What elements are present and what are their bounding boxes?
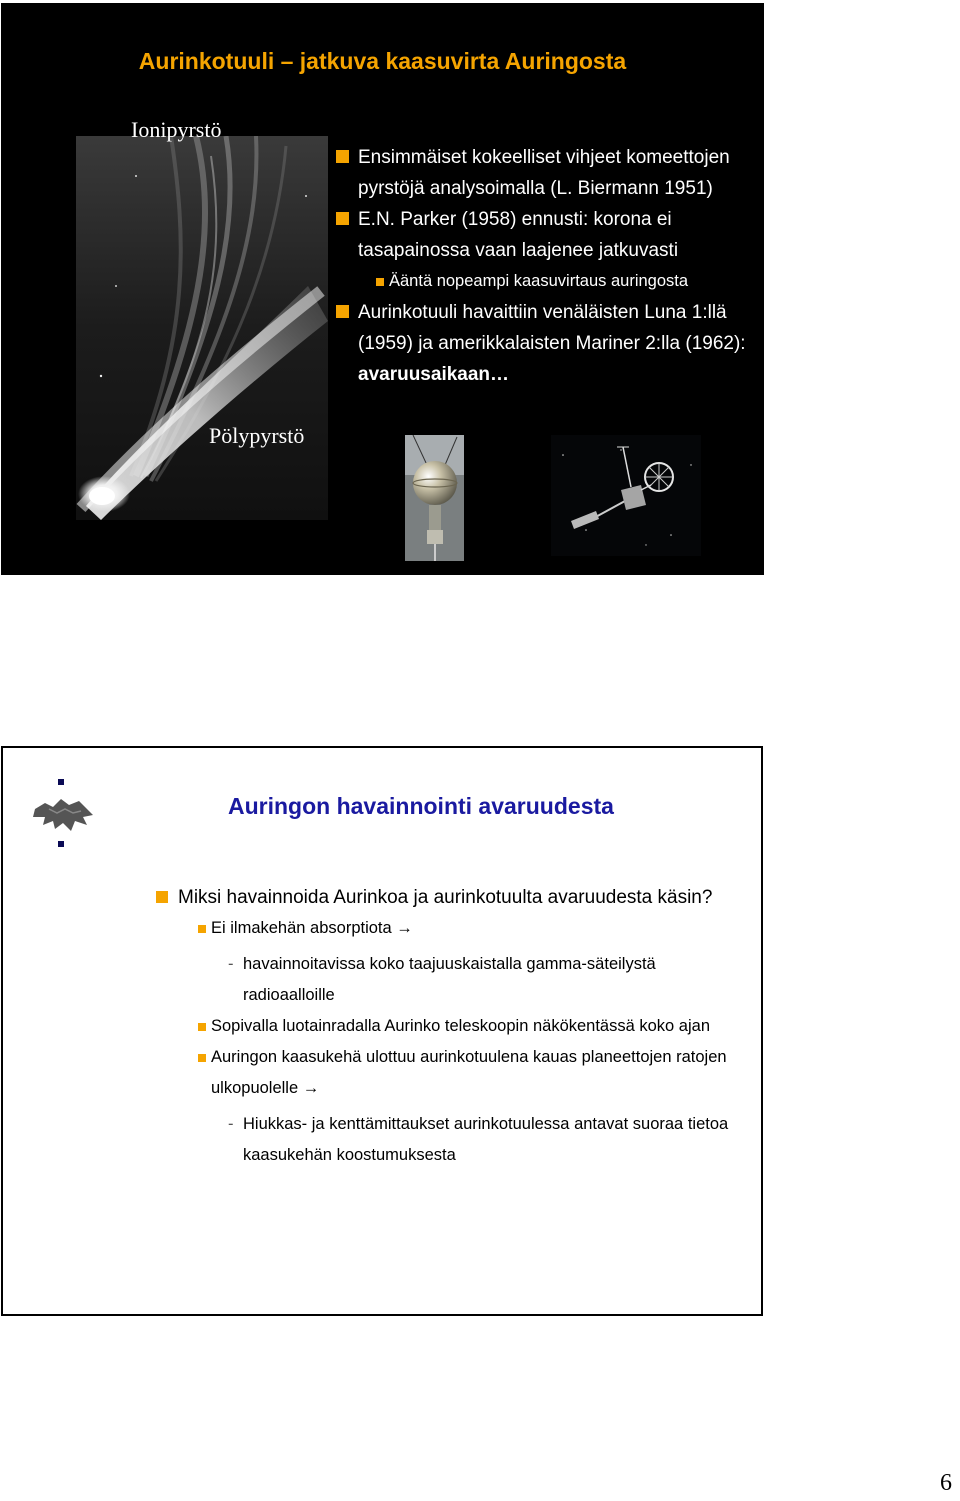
list-subsubitem: - havainnoitavissa koko taajuuskaistalla gamma-säteilystä radioaalloille: [156, 949, 736, 1011]
ion-tail-label: Ionipyrstö: [131, 117, 222, 142]
slide-title: Auringon havainnointi avaruudesta: [228, 793, 614, 819]
dash-bullet-icon: -: [228, 955, 234, 973]
slide2-bullet-list: [156, 882, 736, 1171]
comet-photo: [76, 136, 328, 520]
bullet-square-icon: [336, 212, 349, 225]
list-subitem: Ei ilmakehän absorptiota →: [156, 913, 736, 944]
slide1-bullet-list: [336, 142, 746, 390]
bullet-square-icon: [156, 891, 168, 903]
list-item: Ensimmäiset kokeelliset vihjeet komeettojen pyrstöjä analysoimalla (L. Biermann 1951): [336, 142, 746, 204]
list-subsubitem: - Hiukkas- ja kenttämittaukset aurinkotuulessa antavat suoraa tietoa kaasukehän koostumuksesta: [156, 1109, 736, 1171]
mariner-2-probe-photo: [551, 435, 701, 556]
luna-1-probe-photo: [405, 435, 464, 561]
list-item: E.N. Parker (1958) ennusti: korona ei tasapainossa vaan laajenee jatkuvasti: [336, 204, 746, 266]
page-number: 6: [940, 1470, 952, 1496]
emphasis-text: avaruusaikaan…: [358, 364, 510, 385]
bullet-square-icon: [376, 278, 384, 286]
bullet-square-icon: [198, 925, 206, 933]
dash-bullet-icon: -: [228, 1115, 234, 1133]
bullet-square-icon: [198, 1054, 206, 1062]
slide-title: Aurinkotuuli – jatkuva kaasuvirta Auringosta: [138, 48, 627, 74]
list-subitem: Auringon kaasukehä ulottuu aurinkotuulena kauas planeettojen ratojen ulkopuolelle →: [156, 1042, 736, 1104]
bullet-square-icon: [336, 305, 349, 318]
bullet-square-icon: [198, 1023, 206, 1031]
dust-tail-label: Pölypyrstö: [209, 423, 305, 448]
list-subitem: Ääntä nopeampi kaasuvirtaus auringosta: [336, 266, 746, 297]
list-subitem: Sopivalla luotainradalla Aurinko teleskoopin näkökentässä koko ajan: [156, 1011, 736, 1042]
list-item: Miksi havainnoida Aurinkoa ja aurinkotuulta avaruudesta käsin?: [156, 882, 736, 913]
list-item: Aurinkotuuli havaittiin venäläisten Luna 1:llä (1959) ja amerikkalaisten Mariner 2:lla (1962): avaruusaikaan…: [336, 297, 746, 390]
university-logo-icon: [31, 779, 97, 849]
slide-space-observation: [1, 746, 763, 1316]
slide-solar-wind: [1, 3, 764, 575]
bullet-square-icon: [336, 150, 349, 163]
